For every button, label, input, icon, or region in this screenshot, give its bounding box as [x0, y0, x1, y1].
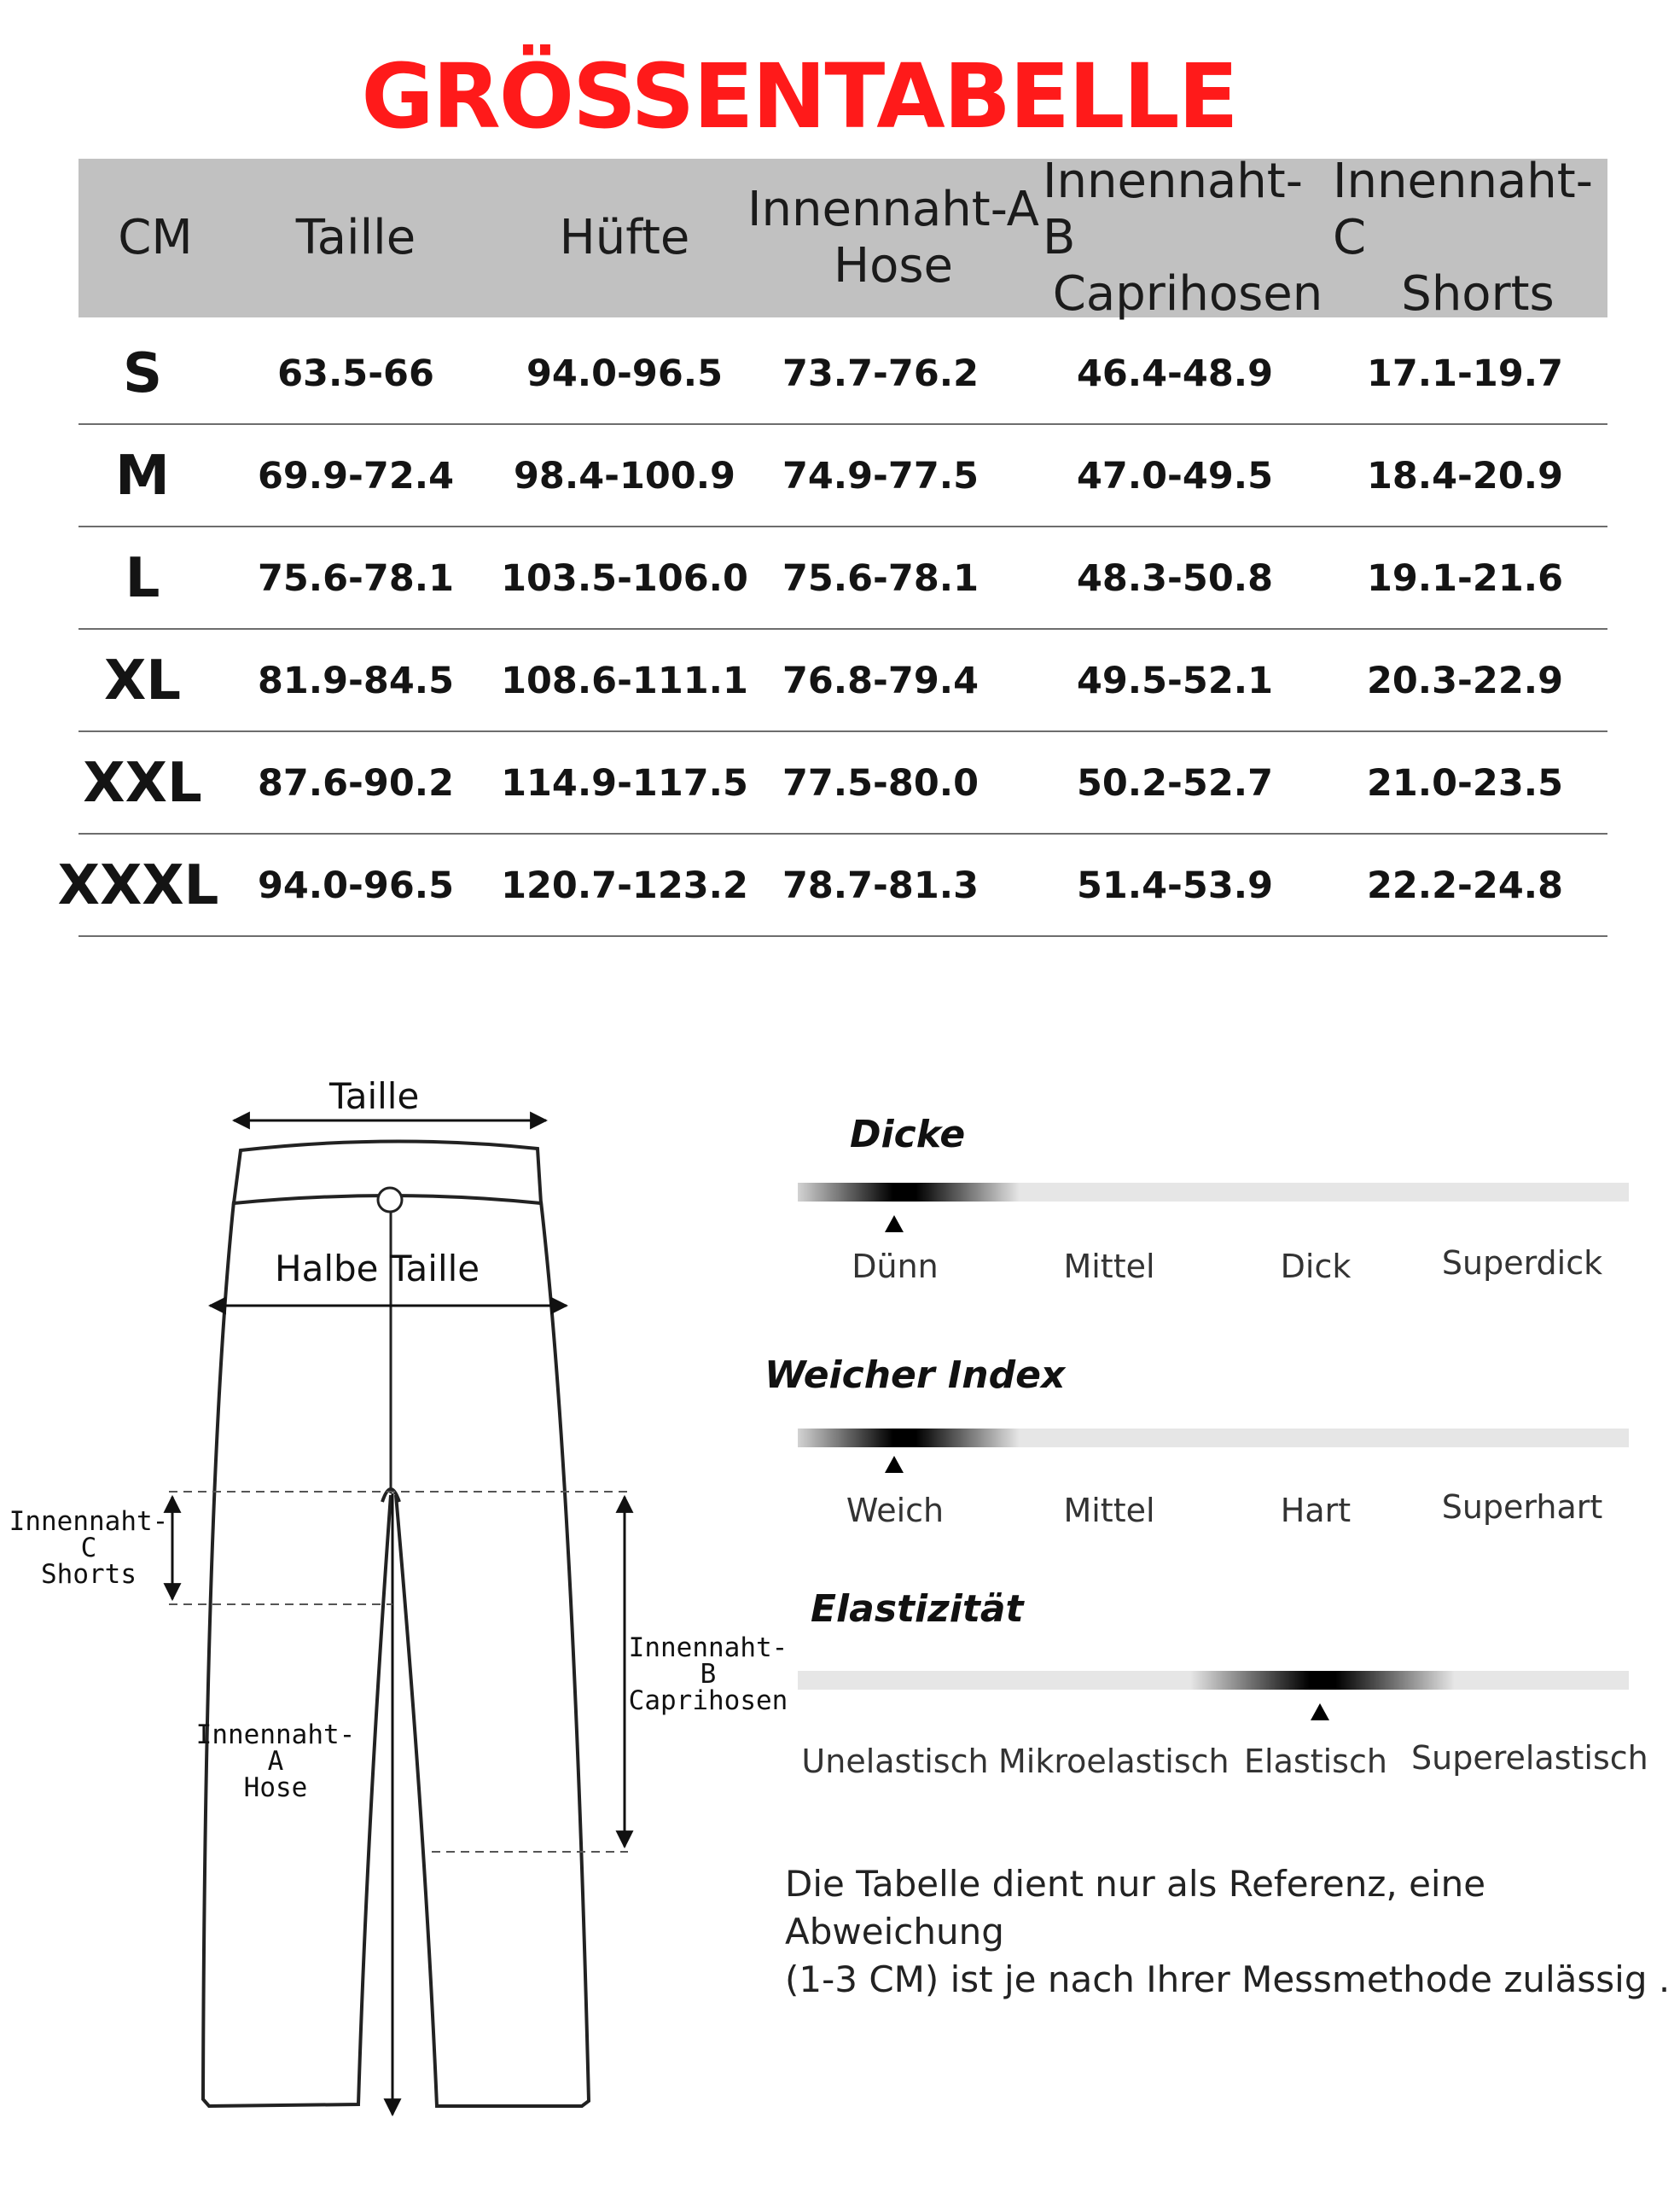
header-innennaht-c-line1: Innennaht-C	[1333, 154, 1593, 265]
innennaht-c-cell: 17.1-19.7	[1366, 352, 1564, 395]
diagram-innennaht-c-line1: Innennaht-C	[9, 1506, 169, 1563]
huefte-cell: 108.6-111.1	[501, 660, 748, 702]
dicke-title: Dicke	[850, 1113, 966, 1156]
header-cm-label: CM	[118, 210, 193, 265]
innennaht-a-cell: 77.5-80.0	[782, 762, 980, 805]
huefte-cell: 103.5-106.0	[501, 557, 748, 600]
innennaht-a-cell: 76.8-79.4	[782, 660, 980, 702]
elastizitaet-title: Elastizität	[811, 1587, 1024, 1631]
taille-cell: 87.6-90.2	[257, 762, 455, 805]
innennaht-b-cell: 49.5-52.1	[1076, 660, 1274, 702]
diagram-innennaht-b-label	[623, 1632, 793, 1716]
table-row	[78, 527, 1607, 630]
header-taille	[232, 159, 480, 317]
weicher-index-bar-indicator	[798, 1429, 1020, 1447]
elastizitaet-bar	[798, 1671, 1629, 1690]
innennaht-a-cell: 73.7-76.2	[782, 352, 980, 395]
weicher-index-title: Weicher Index	[764, 1353, 1066, 1397]
diagram-innennaht-a-label	[195, 1722, 357, 1801]
size-cell: S	[122, 342, 163, 405]
innennaht-a-cell: 78.7-81.3	[782, 864, 980, 907]
reference-note-line2: (1-3 CM) ist je nach Ihrer Messmethode zulässig .	[785, 1958, 1671, 2000]
weicher-index-label: Weich	[846, 1492, 945, 1529]
innennaht-c-cell: 22.2-24.8	[1366, 864, 1564, 907]
weicher-index-label: Hart	[1280, 1492, 1352, 1529]
header-innennaht-c	[1333, 154, 1623, 322]
size-cell: M	[115, 445, 170, 508]
innennaht-c-cell: 20.3-22.9	[1366, 660, 1564, 702]
taille-cell: 69.9-72.4	[257, 455, 455, 498]
weicher-index-bar	[798, 1429, 1629, 1447]
elastizitaet-label: Unelastisch	[801, 1743, 989, 1780]
huefte-cell: 94.0-96.5	[526, 352, 724, 395]
dicke-label: Superdick	[1441, 1244, 1603, 1282]
header-huefte-label: Hüfte	[559, 210, 690, 265]
dicke-marker-icon	[885, 1215, 904, 1232]
pants-diagram	[0, 1058, 819, 2185]
header-innennaht-a-line1: Innennaht-A	[747, 182, 1039, 237]
diagram-innennaht-c-line2: Shorts	[41, 1559, 137, 1590]
header-innennaht-b-line1: Innennaht-B	[1043, 154, 1303, 265]
taille-cell: 81.9-84.5	[257, 660, 455, 702]
dicke-bar-indicator	[798, 1183, 1020, 1202]
innennaht-a-cell: 75.6-78.1	[782, 557, 980, 600]
innennaht-c-cell: 18.4-20.9	[1366, 455, 1564, 498]
table-row	[57, 835, 1607, 937]
dicke-bar	[798, 1183, 1629, 1202]
header-cm	[78, 159, 232, 317]
table-row	[78, 732, 1607, 835]
elastizitaet-bar-indicator	[1190, 1671, 1455, 1690]
innennaht-c-cell: 21.0-23.5	[1366, 762, 1564, 805]
elastizitaet-label: Mikroelastisch	[998, 1743, 1229, 1780]
diagram-taille-label: Taille	[329, 1075, 420, 1117]
row-divider	[78, 935, 1607, 937]
table-header	[78, 154, 1607, 322]
pants-illustration	[0, 1058, 819, 2185]
elastizitaet-marker-icon	[1311, 1703, 1329, 1720]
header-taille-label: Taille	[295, 210, 416, 265]
header-innennaht-a	[744, 159, 1043, 317]
header-innennaht-a-line2: Hose	[834, 238, 953, 294]
innennaht-b-cell: 51.4-53.9	[1076, 864, 1274, 907]
innennaht-b-cell: 47.0-49.5	[1076, 455, 1274, 498]
elastizitaet-label: Superelastisch	[1411, 1739, 1648, 1777]
header-innennaht-c-line2: Shorts	[1401, 266, 1555, 322]
weicher-index-marker-icon	[885, 1456, 904, 1473]
diagram-halbe-taille-label: Halbe Taille	[275, 1248, 480, 1289]
diagram-innennaht-a-line2: Hose	[243, 1772, 308, 1803]
table-row	[78, 323, 1607, 425]
dicke-label: Mittel	[1063, 1248, 1155, 1285]
diagram-innennaht-c-label	[5, 1506, 172, 1590]
size-cell: XXXL	[57, 854, 219, 917]
innennaht-b-cell: 48.3-50.8	[1076, 557, 1274, 600]
diagram-innennaht-b-line2: Caprihosen	[628, 1685, 788, 1716]
taille-cell: 94.0-96.5	[257, 864, 455, 907]
table-row	[78, 425, 1607, 527]
reference-note	[785, 1860, 1672, 2004]
size-cell: XL	[103, 649, 182, 713]
dicke-label: Dick	[1280, 1248, 1352, 1285]
huefte-cell: 114.9-117.5	[501, 762, 748, 805]
size-cell: XXL	[83, 752, 202, 815]
innennaht-b-cell: 50.2-52.7	[1076, 762, 1274, 805]
elastizitaet-label: Elastisch	[1244, 1743, 1387, 1780]
page-title: GRÖSSENTABELLE	[361, 44, 1237, 148]
header-innennaht-b	[1043, 154, 1333, 322]
huefte-cell: 120.7-123.2	[501, 864, 748, 907]
table-row	[78, 630, 1607, 732]
header-huefte	[480, 159, 770, 317]
innennaht-a-cell: 74.9-77.5	[782, 455, 980, 498]
size-cell: L	[125, 547, 160, 610]
weicher-index-label: Superhart	[1441, 1488, 1603, 1526]
innennaht-b-cell: 46.4-48.9	[1076, 352, 1274, 395]
taille-cell: 75.6-78.1	[257, 557, 455, 600]
diagram-innennaht-a-line1: Innennaht-A	[195, 1720, 356, 1777]
weicher-index-label: Mittel	[1063, 1492, 1155, 1529]
huefte-cell: 98.4-100.9	[514, 455, 735, 498]
innennaht-c-cell: 19.1-21.6	[1366, 557, 1564, 600]
reference-note-line1: Die Tabelle dient nur als Referenz, eine Abweichung	[785, 1863, 1486, 1952]
dicke-label: Dünn	[852, 1248, 939, 1285]
diagram-innennaht-b-line1: Innennaht-B	[628, 1632, 788, 1690]
header-innennaht-b-line2: Caprihosen	[1052, 266, 1323, 322]
taille-cell: 63.5-66	[277, 352, 434, 395]
